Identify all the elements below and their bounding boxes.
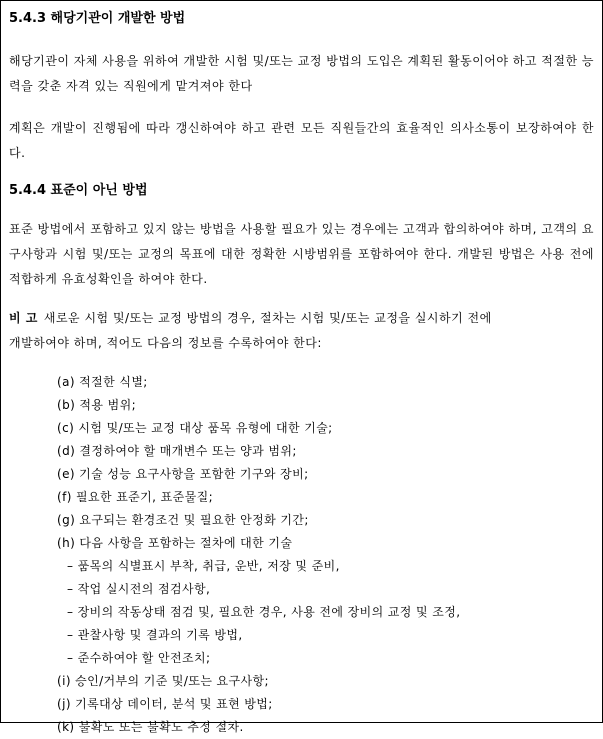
- paragraph-5-4-3-1: 해당기관이 자체 사용을 위하여 개발한 시험 및/또는 교정 방법의 도입은 계획된 활동이어야 하고 적절한 능력을 갖춘 자격 있는 직원에게 맡겨져야 한다: [9, 54, 594, 93]
- note-label: 비 고: [9, 311, 38, 325]
- list-item: (c) 시험 및/또는 교정 대상 품목 유형에 대한 기술;: [57, 421, 333, 435]
- sub-list-item: – 품목의 식별표시 부착, 취급, 운반, 저장 및 준비,: [67, 559, 340, 573]
- paragraph-5-4-3-2: 계획은 개발이 진행됨에 따라 갱신하여야 하고 관련 모든 직원들간의 효율적인 의사소통이 보장하여야 한다.: [9, 121, 594, 160]
- section-heading-5-4-4: 5.4.4 표준이 아닌 방법: [9, 183, 148, 198]
- list-item: (a) 적절한 식별;: [57, 375, 148, 389]
- note-text-1: 새로운 시험 및/또는 교정 방법의 경우, 절차는 시험 및/또는 교정을 실시하기 전에: [43, 311, 492, 325]
- requirements-list: [57, 371, 587, 739]
- note-block: [9, 306, 594, 356]
- list-item: (e) 기술 성능 요구사항을 포함한 기구와 장비;: [57, 467, 309, 481]
- list-item: (i) 승인/거부의 기준 및/또는 요구사항;: [57, 674, 269, 688]
- paragraph-5-4-4-1: 표준 방법에서 포함하고 있지 않는 방법을 사용할 필요가 있는 경우에는 고객과 합의하여야 하며, 고객의 요구사항과 시험 및/또는 교정의 목표에 대한 정확한 시방범위를 포함하여야 한다. 개발된 방법은 사용 전에 적합하게 유효성확인을 하여야 한다.: [9, 222, 594, 286]
- sub-list-item: – 준수하여야 할 안전조치;: [67, 651, 211, 665]
- list-item: (g) 요구되는 환경조건 및 필요한 안정화 기간;: [57, 513, 309, 527]
- note-line-2: 개발하여야 하며, 적어도 다음의 정보를 수록하여야 한다:: [9, 336, 322, 350]
- list-item: (d) 결정하여야 할 매개변수 또는 양과 범위;: [57, 444, 297, 458]
- list-item: (b) 적용 범위;: [57, 398, 137, 412]
- list-item: (f) 필요한 표준기, 표준물질;: [57, 490, 214, 504]
- list-item: (j) 기록대상 데이터, 분석 및 표현 방법;: [57, 697, 273, 711]
- sub-list-item: – 장비의 작동상태 점검 및, 필요한 경우, 사용 전에 장비의 교정 및 조정,: [67, 605, 461, 619]
- note-line-1: [9, 306, 594, 331]
- section-heading-5-4-3: 5.4.3 해당기관이 개발한 방법: [9, 11, 186, 26]
- list-item: (h) 다음 사항을 포함하는 절차에 대한 기술: [57, 536, 293, 550]
- sub-list-item: – 관찰사항 및 결과의 기록 방법,: [67, 628, 243, 642]
- sub-list-item: – 작업 실시전의 점검사항,: [67, 582, 211, 596]
- list-item: (k) 불확도 또는 불확도 추정 절차.: [57, 720, 244, 734]
